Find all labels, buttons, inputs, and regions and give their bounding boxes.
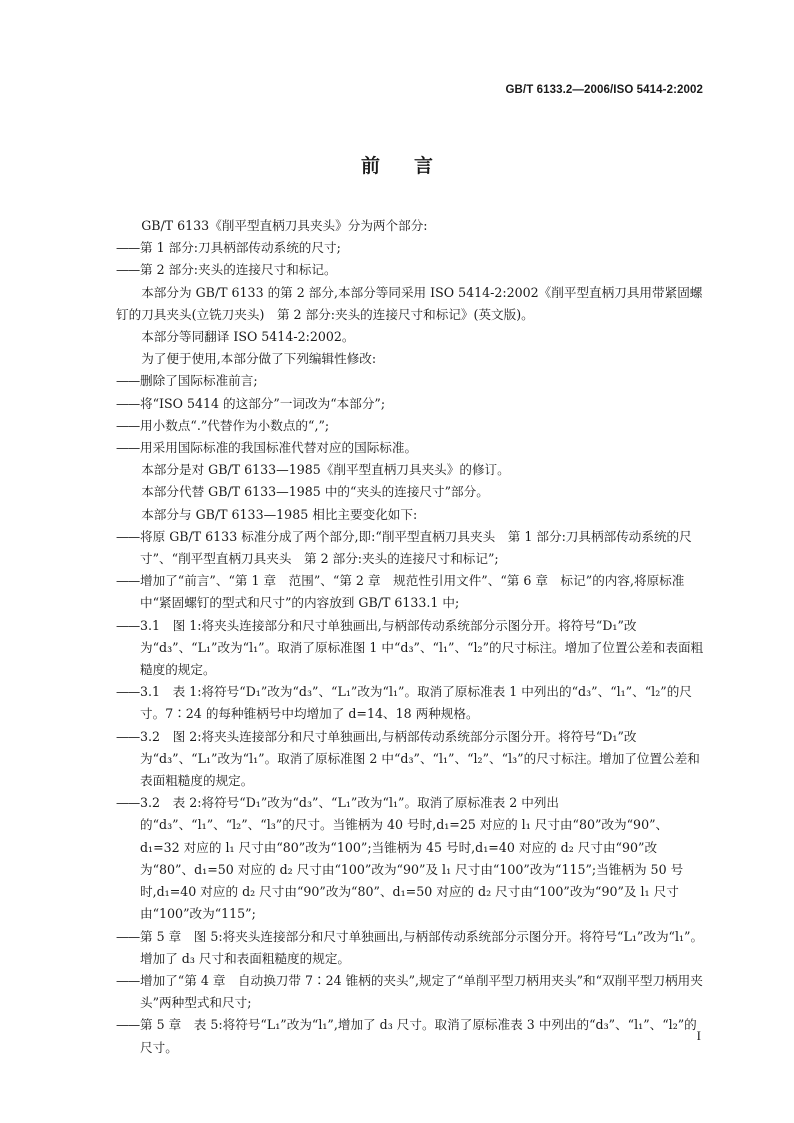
dash-list-item (116, 926, 707, 970)
standard-code-header: GB/T 6133.2—2006/ISO 5414-2:2002 (505, 84, 703, 96)
dash-list-item (116, 1014, 707, 1058)
list-item-text: 第 1 部分:刀具柄部传动系统的尺寸; (140, 240, 341, 256)
list-item-text: 删除了国际标准前言; (140, 373, 258, 389)
paragraph: 本部分等同翻译 ISO 5414-2:2002。 (141, 329, 355, 345)
dash-marker: —— (116, 573, 140, 589)
dash-list-item (116, 792, 707, 925)
dash-list-item (116, 393, 707, 415)
dash-marker: —— (116, 684, 140, 700)
dash-list-item (116, 726, 707, 793)
dash-list-item (116, 437, 707, 459)
dash-marker: —— (116, 240, 140, 256)
dash-list-item (116, 970, 707, 1014)
document-body (116, 215, 707, 1059)
list-item-text: 3.1 图 1:将夹头连接部分和尺寸单独画出,与柄部传动系统部分示图分开。将符号“D₁”改为“d₃”、“L₁”改为“l₁”。取消了原标准图 1 中“d₃”、“l₁”、“l₂”的尺寸标注。增加了位置公差和表面粗糙度的规定。 (140, 617, 704, 678)
dash-marker: —— (116, 1017, 140, 1033)
dash-marker: —— (116, 972, 140, 988)
dash-marker: —— (116, 728, 140, 744)
paragraph: 本部分代替 GB/T 6133—1985 中的“夹头的连接尺寸”部分。 (141, 484, 489, 500)
paragraph: 本部分是对 GB/T 6133—1985《削平型直柄刀具夹头》的修订。 (141, 462, 510, 478)
list-item-text: 3.2 表 2:将符号“D₁”改为“d₃”、“L₁”改为“l₁”。取消了原标准表 2 中列出的“d₃”、“l₁”、“l₂”、“l₃”的尺寸。当锥柄为 40 号时,d₁=25 对应的 l₁ 尺寸由“80”改为“90”、d₁=32 对应的 l₁ 尺寸由“80”改为“100”;当锥柄为 45 号时,d₁=40 对应的 d₂ 尺寸由“90”改为“80”、d₁=50 对应的 d₂ 尺寸由“100”改为“90”及 l₁ 尺寸由“100”改为“115”;当锥柄为 50 号时,d₁=40 对应的 d₂ 尺寸由“90”改为“80”、d₁=50 对应的 d₂ 尺寸由“100”改为“90”及 l₁ 尺寸由“100”改为“115”; (140, 795, 684, 922)
list-item-text: 用小数点“.”代替作为小数点的“,”; (140, 417, 330, 433)
dash-list-item (116, 615, 707, 682)
paragraph: 本部分与 GB/T 6133—1985 相比主要变化如下: (141, 506, 418, 522)
list-item-text: 用采用国际标准的我国标准代替对应的国际标准。 (140, 440, 418, 456)
dash-marker: —— (116, 417, 140, 433)
list-item-text: 第 5 章 图 5:将夹头连接部分和尺寸单独画出,与柄部传动系统部分示图分开。将符号“L₁”改为“l₁”。增加了 d₃ 尺寸和表面粗糙度的规定。 (140, 928, 704, 966)
dash-marker: —— (116, 440, 140, 456)
list-item-text: 第 5 章 表 5:将符号“L₁”改为“l₁”,增加了 d₃ 尺寸。取消了原标准表 3 中列出的“d₃”、“l₁”、“l₂”的尺寸。 (140, 1017, 697, 1055)
paragraph: 本部分为 GB/T 6133 的第 2 部分,本部分等同采用 ISO 5414-2:2002《削平型直柄刀具用带紧固螺钉的刀具夹头(立铣刀夹头) 第 2 部分:夹头的连接尺寸和标记》(英文版)。 (116, 284, 703, 322)
dash-marker: —— (116, 528, 140, 544)
list-item-text: 第 2 部分:夹头的连接尺寸和标记。 (140, 262, 337, 278)
list-item-text: 增加了“第 4 章 自动换刀带 7∶24 锥柄的夹头”,规定了“单削平型刀柄用夹头”和“双削平型刀柄用夹头”两种型式和尺寸; (140, 972, 703, 1011)
dash-marker: —— (116, 617, 140, 633)
dash-list-item (116, 681, 707, 725)
dash-marker: —— (116, 395, 140, 411)
list-item-text: 3.2 图 2:将夹头连接部分和尺寸单独画出,与柄部传动系统部分示图分开。将符号“D₁”改为“d₃”、“L₁”改为“l₁”。取消了原标准图 2 中“d₃”、“l₁”、“l₂”、“l₃”的尺寸标注。增加了位置公差和表面粗糙度的规定。 (140, 728, 700, 789)
dash-list-item (116, 259, 707, 281)
list-item-text: 3.1 表 1:将符号“D₁”改为“d₃”、“L₁”改为“l₁”。取消了原标准表 1 中列出的“d₃”、“l₁”、“l₂”的尺寸。7∶24 的每种锥柄号中均增加了 d=14、18 两种规格。 (140, 684, 692, 722)
dash-list-item (116, 415, 707, 437)
dash-list-item (116, 237, 707, 259)
paragraph: 为了便于使用,本部分做了下列编辑性修改: (141, 351, 377, 367)
dash-marker: —— (116, 262, 140, 278)
paragraph: GB/T 6133《削平型直柄刀具夹头》分为两个部分: (141, 218, 428, 233)
page-number: I (696, 1028, 701, 1043)
dash-marker: —— (116, 795, 140, 811)
dash-marker: —— (116, 373, 140, 389)
dash-marker: —— (116, 928, 140, 944)
dash-list-item (116, 570, 707, 614)
list-item-text: 将“ISO 5414 的这部分”一词改为“本部分”; (140, 395, 386, 411)
dash-list-item (116, 526, 707, 570)
list-item-text: 将原 GB/T 6133 标准分成了两个部分,即:“削平型直柄刀具夹头 第 1 部分:刀具柄部传动系统的尺寸”、“削平型直柄刀具夹头 第 2 部分:夹头的连接尺寸和标记”; (140, 528, 692, 567)
list-item-text: 增加了“前言”、“第 1 章 范围”、“第 2 章 规范性引用文件”、“第 6 章 标记”的内容,将原标准中“紧固螺钉的型式和尺寸”的内容放到 GB/T 6133.1 中; (140, 573, 685, 611)
page-title: 前言 (360, 155, 467, 177)
dash-list-item (116, 370, 707, 392)
